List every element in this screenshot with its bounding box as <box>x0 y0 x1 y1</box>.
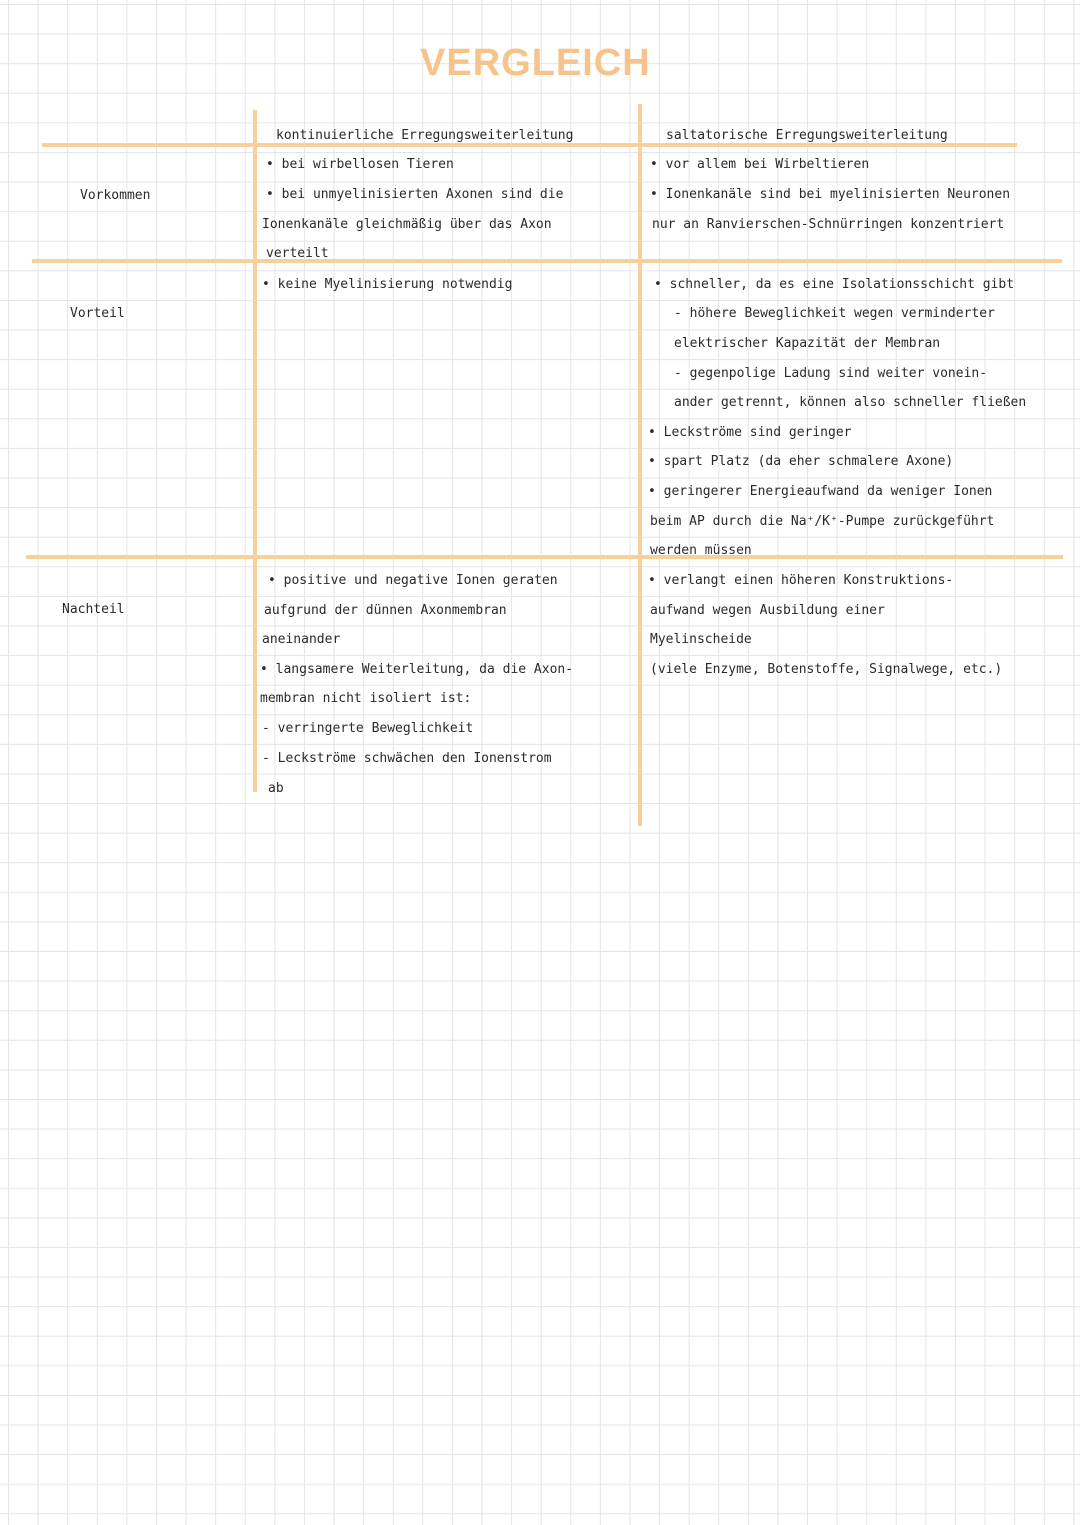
cell-text-line: elektrischer Kapazität der Membran <box>674 336 941 351</box>
cell-text-line: • langsamere Weiterleitung, da die Axon- <box>260 662 574 677</box>
cell-text-line: - gegenpolige Ladung sind weiter vonein- <box>674 366 988 381</box>
row-label-vorkommen: Vorkommen <box>80 188 151 203</box>
row-divider-vorteil <box>26 555 1063 559</box>
cell-text-line: Ionenkanäle gleichmäßig über das Axon <box>262 217 552 232</box>
row-divider-vorkommen <box>32 259 1062 263</box>
cell-text-line: - Leckströme schwächen den Ionenstrom <box>262 751 552 766</box>
cell-text-line: • vor allem bei Wirbeltieren <box>650 157 870 172</box>
cell-text-line: verteilt <box>266 246 329 261</box>
cell-text-line: ab <box>268 781 284 796</box>
column-divider-left <box>253 110 257 792</box>
cell-text-line: - höhere Beweglichkeit wegen verminderter <box>674 306 995 321</box>
cell-text-line: • geringerer Energieaufwand da weniger Ionen <box>648 484 993 499</box>
cell-text-line: beim AP durch die Na⁺/K⁺-Pumpe zurückgeführt <box>650 514 995 529</box>
cell-text-line: aufgrund der dünnen Axonmembran <box>264 603 507 618</box>
cell-text-line: nur an Ranvierschen-Schnürringen konzentriert <box>652 217 1005 232</box>
cell-text-line: aufwand wegen Ausbildung einer <box>650 603 885 618</box>
cell-text-line: ander getrennt, können also schneller fließen <box>674 395 1027 410</box>
cell-text-line: Myelinscheide <box>650 632 752 647</box>
page-title: VERGLEICH <box>420 42 651 84</box>
cell-text-line: • bei unmyelinisierten Axonen sind die <box>266 187 564 202</box>
header-kontinuierlich: kontinuierliche Erregungsweiterleitung <box>276 128 574 143</box>
cell-text-line: • schneller, da es eine Isolationsschicht gibt <box>654 277 1015 292</box>
column-divider-right <box>638 104 642 826</box>
cell-text-line: membran nicht isoliert ist: <box>260 691 472 706</box>
header-saltatorisch: saltatorische Erregungsweiterleitung <box>666 128 948 143</box>
cell-text-line: aneinander <box>262 632 341 647</box>
cell-text-line: • keine Myelinisierung notwendig <box>262 277 513 292</box>
cell-text-line: • positive und negative Ionen geraten <box>268 573 558 588</box>
cell-text-line: • bei wirbellosen Tieren <box>266 157 454 172</box>
cell-text-line: werden müssen <box>650 543 752 558</box>
row-label-nachteil: Nachteil <box>62 602 125 617</box>
cell-text-line: • spart Platz (da eher schmalere Axone) <box>648 454 954 469</box>
cell-text-line: • verlangt einen höheren Konstruktions- <box>648 573 954 588</box>
cell-text-line: - verringerte Beweglichkeit <box>262 721 474 736</box>
cell-text-line: • Leckströme sind geringer <box>648 425 852 440</box>
row-label-vorteil: Vorteil <box>70 306 125 321</box>
header-divider <box>42 143 1017 147</box>
cell-text-line: (viele Enzyme, Botenstoffe, Signalwege, etc.) <box>650 662 1003 677</box>
cell-text-line: • Ionenkanäle sind bei myelinisierten Neuronen <box>650 187 1011 202</box>
